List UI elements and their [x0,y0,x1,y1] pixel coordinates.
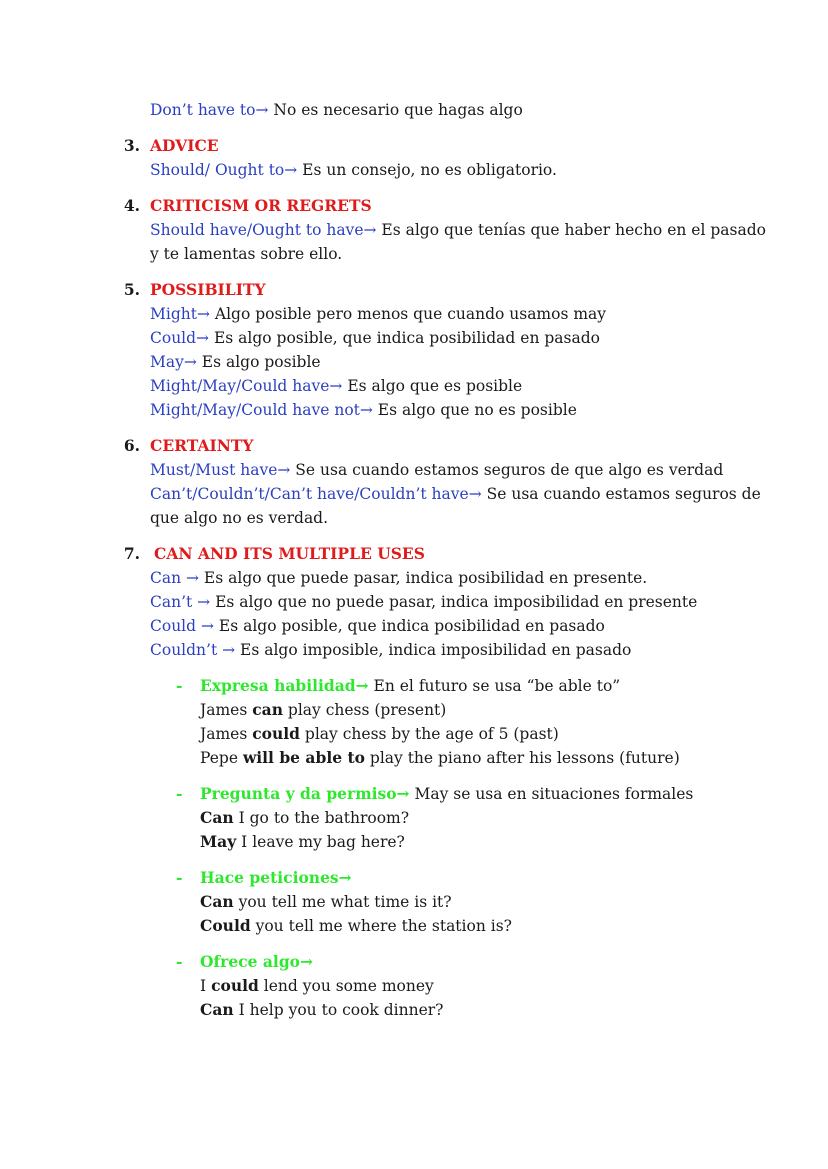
section-number: 3. [123,136,140,155]
certainty-line-continued: que algo no es verdad. [150,509,329,527]
definition: Es algo imposible, indica imposibilidad en pasado [235,641,632,659]
term: Can’t/Couldn’t/Can’t have/Couldn’t have→ [150,485,482,503]
term: Must/Must have→ [150,461,291,479]
example-line [200,890,452,914]
example-pre: James [200,725,253,743]
example-bold: Can [200,808,234,827]
example-post: I go to the bathroom? [233,809,410,827]
can-line [150,614,605,638]
example-post: you tell me where the station is? [250,917,512,935]
bullet-ability [200,674,620,698]
section-number: 5. [123,280,140,299]
possibility-line [150,350,321,374]
term: Might/May/Could have→ [150,377,343,395]
definition: Es algo que puede pasar, indica posibilidad en presente. [199,569,648,587]
bullet-title: Ofrece algo→ [200,952,313,971]
bullet-permission [200,782,693,806]
example-post: I help you to cook dinner? [233,1001,444,1019]
term: Might→ [150,305,210,323]
term: Should/ Ought to→ [150,161,298,179]
example-post: play chess (present) [282,701,447,719]
term: Don’t have to→ [150,101,269,119]
example-line [200,998,443,1022]
bullet-dash: - [176,784,183,803]
example-line [200,914,512,938]
term: Should have/Ought to have→ [150,221,377,239]
possibility-line [150,398,577,422]
bullet-dash: - [176,868,183,887]
example-bold: Can [200,892,234,911]
example-post: lend you some money [258,977,434,995]
term: May→ [150,353,197,371]
bullet-title: Expresa habilidad→ [200,676,369,695]
section-heading-criticism: CRITICISM OR REGRETS [150,196,372,215]
section-number: 7. [123,544,140,563]
example-post: you tell me what time is it? [233,893,452,911]
definition: Se usa cuando estamos seguros de que algo es verdad [290,461,724,479]
bullet-text: En el futuro se usa “be able to” [368,677,621,695]
can-line [150,566,647,590]
example-pre: James [200,701,253,719]
section-number: 6. [123,436,140,455]
term: Could → [150,617,214,635]
bullet-offers [200,950,313,974]
example-bold: Can [200,1000,234,1019]
example-line [200,830,405,854]
definition: Se usa cuando estamos seguros de [481,485,761,503]
bullet-dash: - [176,676,183,695]
example-line [200,698,446,722]
term: Might/May/Could have not→ [150,401,373,419]
section-heading-certainty: CERTAINTY [150,436,254,455]
term: Can’t → [150,593,211,611]
certainty-line [150,458,723,482]
example-post: I leave my bag here? [236,833,405,851]
section-heading-advice: ADVICE [150,136,219,155]
bullet-text: May se usa en situaciones formales [409,785,694,803]
criticism-line-continued: y te lamentas sobre ello. [150,245,343,263]
section-heading-possibility: POSSIBILITY [150,280,266,299]
certainty-line [150,482,761,506]
example-bold: can [252,700,283,719]
section-heading-can: CAN AND ITS MULTIPLE USES [154,544,425,563]
definition: Es algo que no puede pasar, indica imposibilidad en presente [210,593,698,611]
example-post: play the piano after his lessons (future) [364,749,680,767]
can-line [150,590,697,614]
possibility-line [150,326,600,350]
example-bold: could [252,724,300,743]
definition: Algo posible pero menos que cuando usamos may [209,305,607,323]
example-post: play chess by the age of 5 (past) [300,725,559,743]
term: Can → [150,569,199,587]
bullet-requests [200,866,352,890]
example-line [200,806,409,830]
example-line [200,722,559,746]
definition: Es algo que no es posible [372,401,577,419]
example-line [200,974,434,998]
example-pre: I [200,977,212,995]
definition: Es algo posible, que indica posibilidad en pasado [213,617,605,635]
term: Couldn’t → [150,641,236,659]
definition: Es algo que es posible [342,377,523,395]
advice-line [150,158,557,182]
dont-have-to-line [150,98,523,122]
definition: Es algo que tenías que haber hecho en el pasado [376,221,766,239]
example-line [200,746,680,770]
section-number: 4. [123,196,140,215]
term: Could→ [150,329,210,347]
possibility-line [150,302,606,326]
example-bold: could [211,976,259,995]
can-line [150,638,631,662]
example-pre: Pepe [200,749,243,767]
bullet-title: Pregunta y da permiso→ [200,784,410,803]
example-bold: will be able to [242,748,365,767]
bullet-dash: - [176,952,183,971]
definition: No es necesario que hagas algo [268,101,523,119]
possibility-line [150,374,522,398]
bullet-title: Hace peticiones→ [200,868,352,887]
example-bold: May [200,832,237,851]
criticism-line [150,218,766,242]
example-bold: Could [200,916,251,935]
definition: Es algo posible [196,353,321,371]
definition: Es algo posible, que indica posibilidad en pasado [209,329,600,347]
definition: Es un consejo, no es obligatorio. [297,161,557,179]
